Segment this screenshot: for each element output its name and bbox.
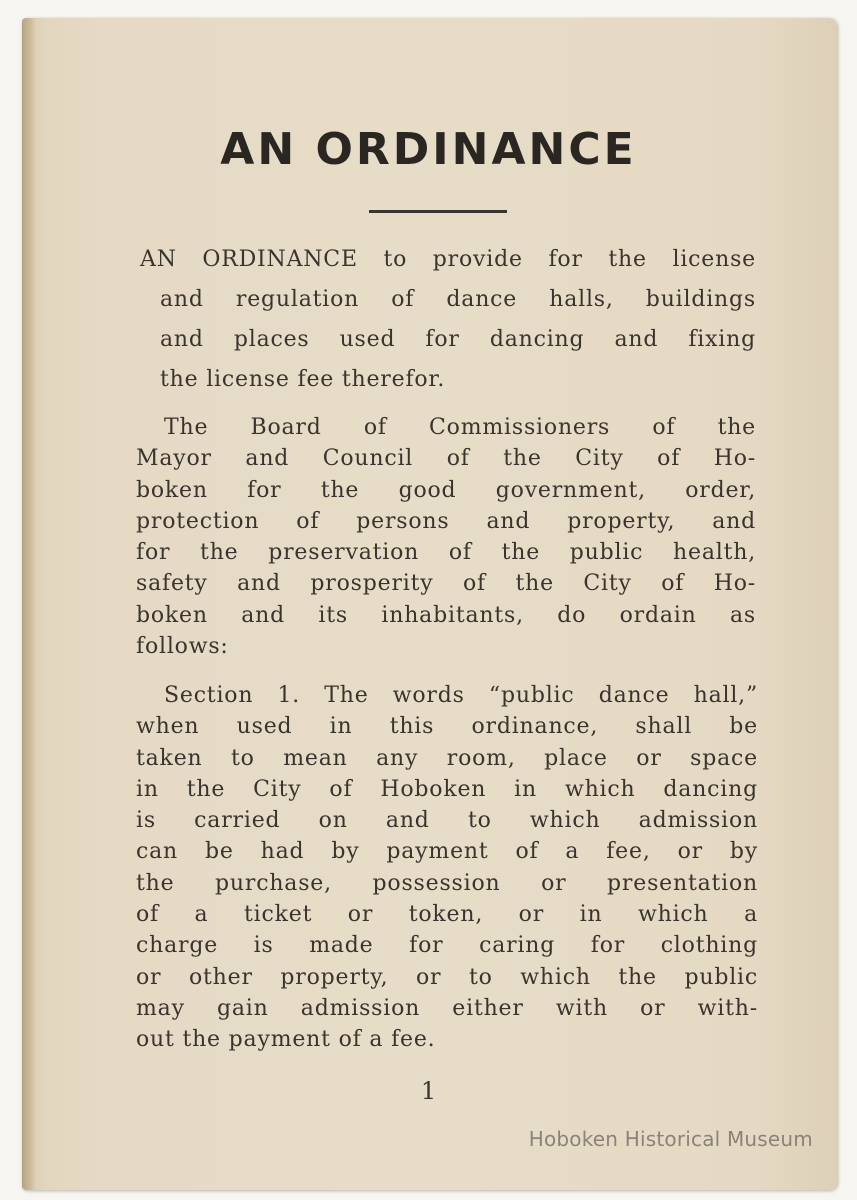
section-1-line: in the City of Hoboken in which dancing bbox=[136, 776, 758, 802]
preamble-line: and places used for dancing and fixing bbox=[160, 327, 756, 352]
section-1-line: out the payment of a fee. bbox=[136, 1027, 436, 1053]
section-1-line: taken to mean any room, place or space bbox=[136, 745, 758, 771]
booklet-spine-edge bbox=[22, 18, 36, 1190]
enacting-clause-line: boken for the good government, order, bbox=[136, 477, 756, 503]
enacting-clause-line: Mayor and Council of the City of Ho- bbox=[136, 446, 756, 472]
page-number: 1 bbox=[420, 1077, 437, 1105]
preamble-paragraph bbox=[140, 244, 756, 404]
enacting-clause-line: boken and its inhabitants, do ordain as bbox=[136, 602, 756, 628]
preamble-line: and regulation of dance halls, buildings bbox=[160, 287, 756, 312]
section-1-line: or other property, or to which the public bbox=[136, 964, 758, 990]
preamble-line: the license fee therefor. bbox=[160, 367, 446, 392]
enacting-clause-paragraph bbox=[136, 412, 756, 662]
section-1-line: charge is made for caring for clothing bbox=[136, 933, 758, 959]
section-1-line: Section 1. The words “public dance hall,” bbox=[164, 683, 758, 708]
section-1-line: is carried on and to which admission bbox=[136, 808, 758, 834]
section-1-paragraph bbox=[136, 680, 758, 1056]
enacting-clause-line: protection of persons and property, and bbox=[136, 508, 756, 534]
museum-watermark: Hoboken Historical Museum bbox=[528, 1127, 813, 1151]
section-1-line: may gain admission either with or with- bbox=[136, 995, 758, 1021]
section-1-line: can be had by payment of a fee, or by bbox=[136, 839, 758, 865]
enacting-clause-line: follows: bbox=[136, 634, 229, 660]
section-1-line: the purchase, possession or presentation bbox=[136, 870, 758, 896]
section-1-line: of a ticket or token, or in which a bbox=[136, 902, 758, 928]
enacting-clause-line: for the preservation of the public health, bbox=[136, 540, 756, 566]
title-divider bbox=[369, 210, 507, 213]
enacting-clause-line: The Board of Commissioners of the bbox=[164, 415, 756, 440]
preamble-line: AN ORDINANCE to provide for the license bbox=[140, 247, 756, 272]
enacting-clause-line: safety and prosperity of the City of Ho- bbox=[136, 571, 756, 597]
document-title: AN ORDINANCE bbox=[220, 124, 637, 175]
section-1-line: when used in this ordinance, shall be bbox=[136, 714, 758, 740]
